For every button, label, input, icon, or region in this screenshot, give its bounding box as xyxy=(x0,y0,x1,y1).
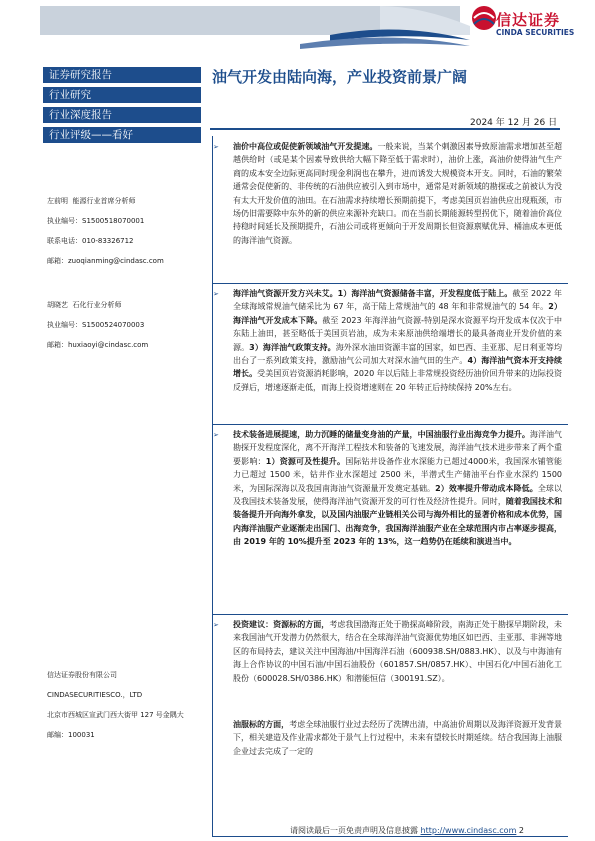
section-2-text xyxy=(233,287,562,394)
analyst-name: 左前明 xyxy=(47,197,68,205)
section-body: 考虑我国渤海正处于勘探高峰阶段，南海正处于勘探早期阶段，未来我国油气开发潜力仍然很大，结合在全球海洋油气资源优势地区如巴西、圭亚那、非洲等地区的布局持去，建议关注中国海油/中国海洋石油（600938.SH/0883.HK）、以及与中海油有海上合作协议的中国石油/中国石油股份（601857.SH/0857.HK）、中国石化/中国石油化工股份（600028.SH/0386.HK）和潜能恒信（300191.SZ）。 xyxy=(233,620,563,683)
company-address: 北京市西城区宣武门西大街甲 127 号金隅大 xyxy=(47,711,184,719)
section-3-text xyxy=(233,428,562,549)
nav-industry-research: 行业研究 xyxy=(43,87,201,103)
report-date: 2024 年 12 月 26 日 xyxy=(470,118,558,128)
section-lead: 3）海洋油气政策支持。 xyxy=(249,342,336,352)
section-body: 截至 2022 年全球海域常规油气储采比为 67 年，高于陆上常规油气的 48 年和非常规油气的 54 年。 xyxy=(233,289,562,312)
company-name-en: CINDASECURITIESCO.，LTD xyxy=(47,691,143,699)
report-title: 油气开发由陆向海，产业投资前景广阔 xyxy=(212,68,468,86)
page-number: 2 xyxy=(518,826,524,835)
analyst-2-email[interactable]: 邮箱：huxiaoyi@cindasc.com xyxy=(47,341,149,349)
section-4-text xyxy=(233,618,562,685)
footer-link[interactable]: http://www.cindasc.com xyxy=(420,826,517,835)
section-4b-text xyxy=(233,718,562,758)
analyst-1-cert: 执业编号：S1500518070001 xyxy=(47,217,145,225)
section-body: 海外深水油田资源丰富的国家，如巴西、圭亚那、尼日利亚等均出台了一系列政策支持，激励油气公司加大对深水油气田的生产。 xyxy=(233,342,562,366)
company-postcode: 邮编：100031 xyxy=(47,731,95,739)
section-body: 全球以及我国技术装备发展，使得海洋油气资源开发的可行性及经济性提升。同时， xyxy=(233,483,562,507)
bullet-icon: ➢ xyxy=(213,290,219,298)
section-lead: 油服标的方面， xyxy=(233,720,290,729)
footer xyxy=(290,825,524,836)
section-lead: 2）海洋油气开发成本下降。 xyxy=(233,302,562,325)
analyst-1-phone: 联系电话：010-83326712 xyxy=(47,237,134,245)
section-lead: 技术装备进展提速，助力沉睡的储量变身油的产量，中国油服行业出海竞争力提升。 xyxy=(233,430,530,439)
section-lead: 投资建议：资源标的方面， xyxy=(233,620,330,629)
section-lead: 随着我国技术和装备提升开向海外拿发，以及国内油服产业链相关公司与海外相比的显著价格和成本优势，国内海洋油服产业逐渐走出国门、出海竞争，我国海洋油服产业在全球范围内市占率逐步提高，由 2019 年的 10%提升至 2023 年的 13%，这一趋势仍在延续和演进当中。 xyxy=(233,497,563,547)
bullet-icon: ➢ xyxy=(213,143,219,151)
analyst-name: 胡晓艺 xyxy=(47,301,68,309)
title-rule xyxy=(210,128,560,130)
section-1-text xyxy=(233,140,562,247)
analyst-2-name xyxy=(47,300,121,310)
analyst-1-name xyxy=(47,196,135,206)
bullet-icon: ➢ xyxy=(213,621,219,629)
section-lead: 油价中高位或促使新领域油气开发提速。 xyxy=(233,142,378,151)
section-body: 海洋油气勘探开发程度深化，离不开海洋工程技术和装备的飞速发展，海洋油气技术进步带来了两个重要影响： xyxy=(233,430,562,466)
section-lead: 海洋油气资源开发方兴未艾。1）海洋油气资源储备丰富，开发程度低于陆上。 xyxy=(233,289,513,298)
bullet-icon: ➢ xyxy=(213,431,219,439)
section-body: 考虑全球油服行业过去经历了洗牌出清，中高油价周期以及海洋资源开发背景下，相关建造及作业需求都处于景气上行过程中，未来有望较长时期延续。结合我国海上油服企业过去完成了一定的 xyxy=(233,720,563,756)
company-name: 信达证券股份有限公司 xyxy=(47,671,117,679)
section-body: 国际钻井设备作业水深能力已超过4000米，我国深水铺管能力已超过 1500 米，钻井作业水深超过 2500 米，半潜式生产储油平台作业水深约 1500 米，为国际深海以及我国南海油气资源量开发奠定基础。 xyxy=(233,456,563,493)
section-body: 截至 2023 年海洋油气资源-特别是深水资源平均开发成本仅次于中东陆上油田，甚至略低于美国页岩油，成为未来原油供给端增长的最具备商业开发价值的来源。 xyxy=(233,315,562,352)
section-body: 一般来说，当某个刺激因素导致原油需求增加甚至超越供给时（或是某个因素导致供给大幅下降至低于需求时），油价上涨，高油价使得油气生产商的成本安全边际更高同时现金利润也在攀升，进而诱发大规模资本开支。同时，石油的繁荣通常会促使新的、非传统的石油供应被引入到市场中，通常是对新领域的勘探或之前被认为没有太大开发价值的油田。在石油需求持续增长预期前提下，考虑美国页岩油供应出现瓶颈，市场仍旧需要除中东外的新的供应来源补充缺口。而在当前长期能源转型拐优下，随着油价高位持稳时间延长及预期提升，石油公司或将更倾向于开发周期长但资源禀赋优异、桶油成本更低的海洋油气资源。 xyxy=(233,142,563,245)
brand-name-en: CINDA SECURITIES xyxy=(496,28,575,37)
nav-depth-report: 行业深度报告 xyxy=(43,107,201,123)
section-lead: 2）效率提升带动成本降低。 xyxy=(435,483,538,493)
nav-report-type: 证券研究报告 xyxy=(43,67,201,83)
section-lead: 1）资源可及性提升。 xyxy=(265,456,346,466)
footer-disclaimer: 请阅读最后一页免责声明及信息披露 xyxy=(290,826,418,835)
section-body: 受美国页岩资源消耗影响，2020 年以后陆上非常规投资经历油价回升带来的边际投资反弹后，增速逐渐走低，而海上投资增速则在 20 年转正后持续保持 20%左右。 xyxy=(233,369,562,392)
nav-rating: 行业评级——看好 xyxy=(43,127,201,143)
analyst-1-email[interactable]: 邮箱：zuoqianming@cindasc.com xyxy=(47,257,164,265)
brand-name: 信达证券 xyxy=(496,11,561,29)
analyst-role: 能源行业首席分析师 xyxy=(72,197,136,205)
section-lead: 4）海洋油气资本开支持续增长。 xyxy=(233,356,562,379)
analyst-role: 石化行业分析师 xyxy=(72,301,122,309)
analyst-2-cert: 执业编号：S1500524070003 xyxy=(47,321,145,329)
